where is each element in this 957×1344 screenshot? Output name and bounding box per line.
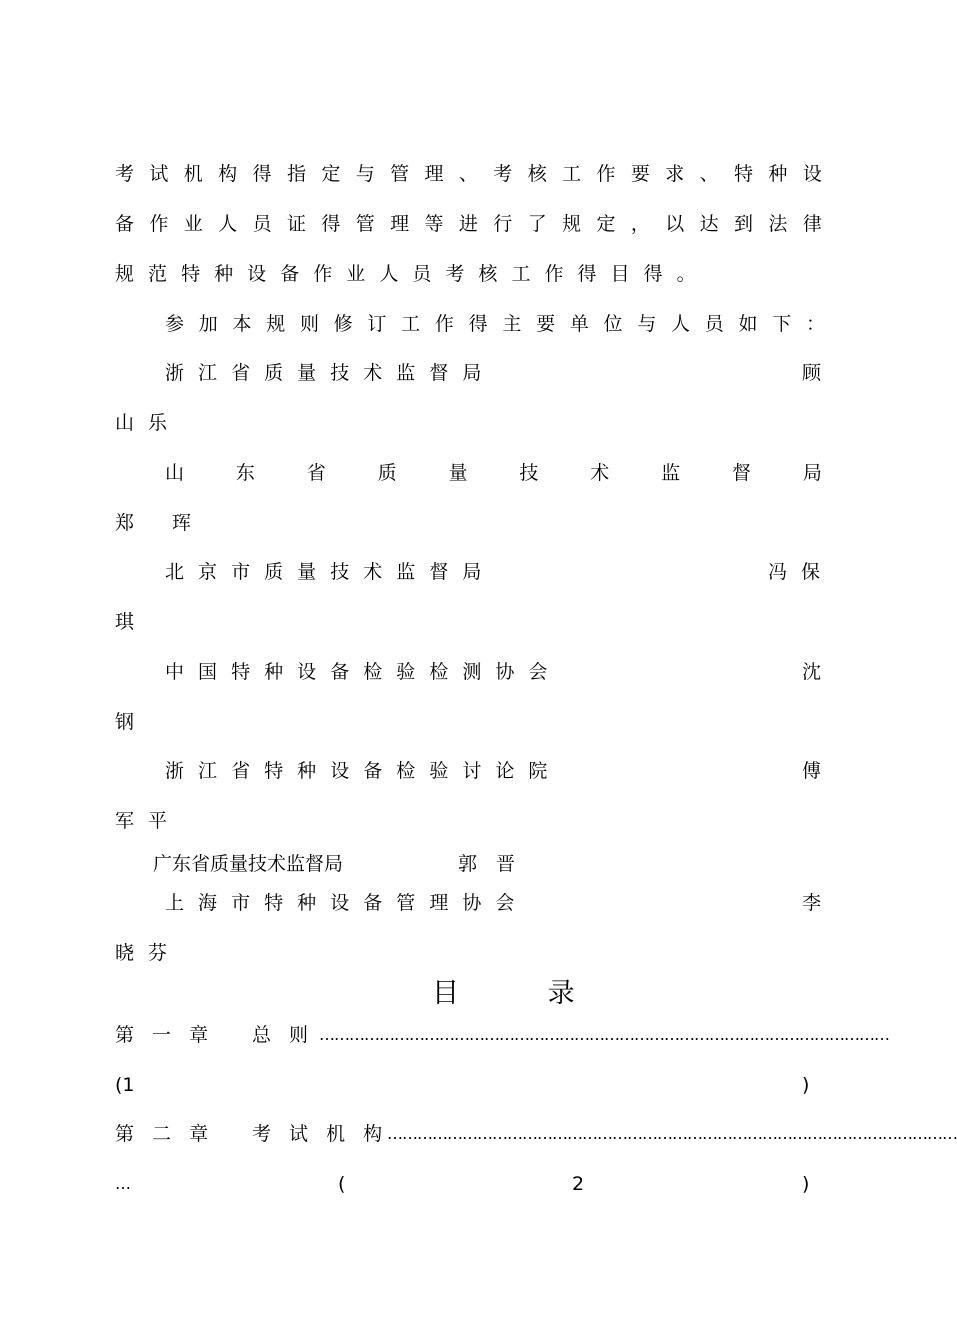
participant-name-cont: 郑 珲 bbox=[115, 512, 192, 534]
char: 指 bbox=[286, 163, 306, 185]
char: 得 bbox=[321, 213, 341, 235]
char: 法 bbox=[768, 213, 788, 235]
char: 律 bbox=[802, 213, 822, 235]
participant-name-cont: 军 平 bbox=[115, 810, 172, 832]
char: 考 bbox=[493, 163, 513, 185]
paragraph-line-1 bbox=[115, 160, 822, 188]
participant-name: 顾 bbox=[802, 362, 822, 384]
char: 特 bbox=[734, 163, 754, 185]
participant-unit: 广东省质量技术监督局 bbox=[153, 853, 344, 875]
char: 员 bbox=[704, 313, 724, 335]
participant-unit: 中 国 特 种 设 备 检 验 检 测 协 会 bbox=[165, 661, 552, 683]
char: 则 bbox=[299, 313, 319, 335]
char: 量 bbox=[448, 462, 468, 484]
paragraph-line-2 bbox=[115, 210, 822, 238]
toc-entry-name[interactable]: 考 试 机 构 bbox=[252, 1123, 389, 1145]
char: 定 bbox=[321, 163, 341, 185]
char: 如 bbox=[738, 313, 758, 335]
participant-name-cont: 钢 bbox=[115, 711, 135, 733]
char: 参 bbox=[165, 313, 185, 335]
char: 管 bbox=[355, 213, 375, 235]
char: 理 bbox=[390, 213, 410, 235]
char: 得 bbox=[468, 313, 488, 335]
char: 要 bbox=[630, 163, 650, 185]
participants-intro bbox=[165, 310, 825, 338]
toc-entry-chapter[interactable]: 第 二 章 bbox=[115, 1123, 215, 1145]
char: 核 bbox=[527, 163, 547, 185]
toc-entry-dots: …………………………………………………………………………………………………… bbox=[319, 1025, 889, 1044]
char: 得 bbox=[252, 163, 272, 185]
char: 业 bbox=[183, 213, 203, 235]
toc-entry-page-close: ) bbox=[802, 1173, 810, 1195]
char: 订 bbox=[367, 313, 387, 335]
char: 理 bbox=[424, 163, 444, 185]
participant-unit: 浙 江 省 质 量 技 术 监 督 局 bbox=[165, 362, 486, 384]
participant-name: 李 bbox=[802, 892, 822, 914]
participant-name: 郭 晋 bbox=[458, 853, 516, 875]
participant-name: 傅 bbox=[802, 760, 822, 782]
participant-name-cont: 琪 bbox=[115, 611, 135, 633]
toc-entry-dots: …………………………………………………………………………………………………… bbox=[387, 1124, 957, 1143]
char: 下 bbox=[772, 313, 792, 335]
char: 行 bbox=[493, 213, 513, 235]
char: 人 bbox=[671, 313, 691, 335]
toc-entry-lead: … bbox=[115, 1174, 131, 1193]
char: 工 bbox=[562, 163, 582, 185]
participant-name: 冯 保 bbox=[768, 561, 825, 583]
char: 局 bbox=[802, 462, 822, 484]
char: 种 bbox=[768, 163, 788, 185]
char: 作 bbox=[149, 213, 169, 235]
char: 与 bbox=[355, 163, 375, 185]
char: 进 bbox=[458, 213, 478, 235]
char: 、 bbox=[699, 163, 719, 185]
char: 本 bbox=[232, 313, 252, 335]
toc-title: 目 录 bbox=[432, 978, 615, 1009]
char: 监 bbox=[661, 462, 681, 484]
char: 技 bbox=[519, 462, 539, 484]
char: 以 bbox=[665, 213, 685, 235]
char: 术 bbox=[590, 462, 610, 484]
char: 求 bbox=[665, 163, 685, 185]
char: 员 bbox=[252, 213, 272, 235]
participant-unit bbox=[165, 459, 822, 487]
toc-entry-page-num: 2 bbox=[572, 1173, 585, 1195]
char: 设 bbox=[802, 163, 822, 185]
char: 机 bbox=[183, 163, 203, 185]
char: 督 bbox=[732, 462, 752, 484]
char: 规 bbox=[266, 313, 286, 335]
char: 要 bbox=[536, 313, 556, 335]
char: 单 bbox=[569, 313, 589, 335]
participant-unit: 北 京 市 质 量 技 术 监 督 局 bbox=[165, 561, 486, 583]
char: 主 bbox=[502, 313, 522, 335]
toc-entry-page-open: (1 bbox=[115, 1074, 135, 1096]
char: 等 bbox=[424, 213, 444, 235]
participant-unit: 上 海 市 特 种 设 备 管 理 协 会 bbox=[165, 892, 519, 914]
char: 、 bbox=[458, 163, 478, 185]
participant-name-cont: 晓 芬 bbox=[115, 942, 172, 964]
char: 质 bbox=[377, 462, 397, 484]
toc-entry-page-close: ) bbox=[802, 1074, 810, 1096]
char: 人 bbox=[218, 213, 238, 235]
char: 加 bbox=[198, 313, 218, 335]
char: 东 bbox=[235, 462, 255, 484]
paragraph-line-3: 规 范 特 种 设 备 作 业 人 员 考 核 工 作 得 目 得 。 bbox=[115, 263, 700, 285]
char: 考 bbox=[115, 163, 135, 185]
char: 作 bbox=[434, 313, 454, 335]
participant-name: 沈 bbox=[802, 661, 822, 683]
char: 试 bbox=[149, 163, 169, 185]
char: 省 bbox=[306, 462, 326, 484]
char: 山 bbox=[165, 462, 185, 484]
char: 备 bbox=[115, 213, 135, 235]
char: 定 bbox=[596, 213, 616, 235]
char: 修 bbox=[333, 313, 353, 335]
char: 到 bbox=[734, 213, 754, 235]
char: 了 bbox=[527, 213, 547, 235]
char: 管 bbox=[390, 163, 410, 185]
char: 构 bbox=[218, 163, 238, 185]
char: 证 bbox=[286, 213, 306, 235]
toc-entry-page-open: ( bbox=[338, 1173, 346, 1195]
char: 达 bbox=[699, 213, 719, 235]
toc-entry-chapter[interactable]: 第 一 章 bbox=[115, 1024, 215, 1046]
char: ： bbox=[805, 313, 825, 335]
toc-entry-name[interactable]: 总 则 bbox=[252, 1024, 315, 1046]
participant-name-cont: 山 乐 bbox=[115, 412, 172, 434]
char: 与 bbox=[637, 313, 657, 335]
participant-unit: 浙 江 省 特 种 设 备 检 验 讨 论 院 bbox=[165, 760, 552, 782]
char: 工 bbox=[401, 313, 421, 335]
char: 作 bbox=[596, 163, 616, 185]
char: ， bbox=[630, 213, 650, 235]
char: 位 bbox=[603, 313, 623, 335]
char: 规 bbox=[562, 213, 582, 235]
